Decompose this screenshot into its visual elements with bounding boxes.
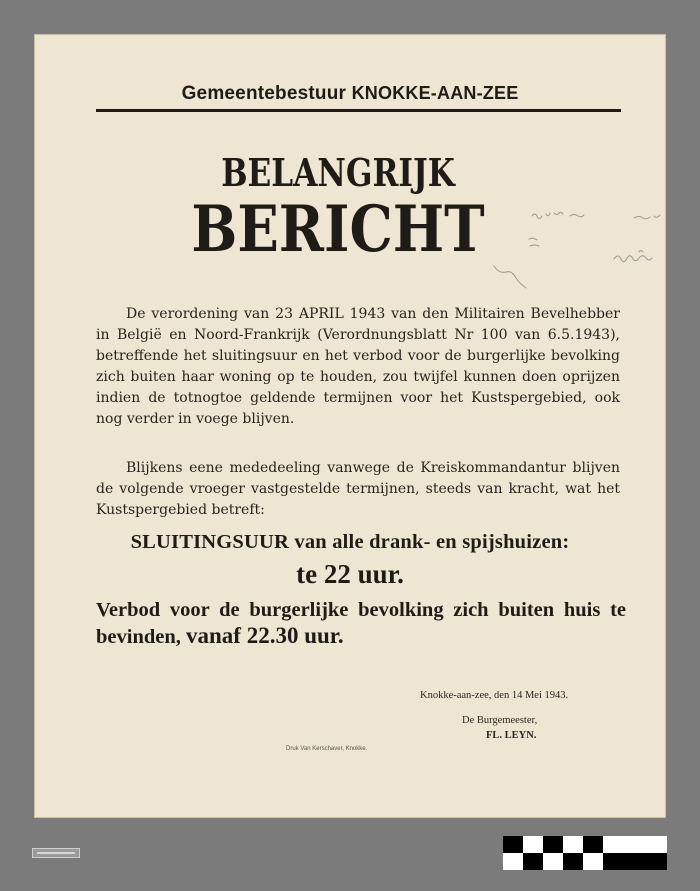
poster (34, 34, 666, 818)
handwritten-pencil-marks (474, 204, 674, 294)
header-municipality (34, 83, 666, 105)
mayor-name: FL. LEYN. (486, 730, 537, 741)
curfew-notice (96, 597, 626, 650)
closing-hour-label: SLUITINGSUUR van alle drank- en spijshuizen: (130, 531, 570, 553)
curfew-text: Verbod voor de burgerlijke bevolking zich buiten huis te bevinden, (96, 599, 626, 648)
archive-label-tag (32, 848, 80, 858)
place-date: Knokke-aan-zee, den 14 Mei 1943. (420, 690, 569, 701)
color-scale-checker (503, 836, 667, 870)
title-bericht: BERICHT (191, 192, 485, 267)
header-place: KNOKKE-AAN-ZEE (351, 83, 519, 103)
curfew-time: vanaf 22.30 uur. (186, 623, 344, 648)
mayor-title: De Burgemeester, (462, 715, 538, 726)
closing-hour-time: te 22 uur. (296, 559, 404, 589)
paragraph-ordinance: De verordening van 23 APRIL 1943 van den Militairen Bevelhebber in België en Noord-Frankrijk (Verordnungsblatt Nr 100 van 6.5.1943), betreffende het sluitingsuur en het verbod voor de burgerlijke bevolking zich buiten haar woning op te houden, zou twijfel kunnen doen oprijzen indien de totnogtoe geldende termijnen voor het Kustspergebied, ook nog verder in voege blijven. (96, 306, 620, 427)
header-org: Gemeentebestuur (181, 83, 347, 104)
printer-credit: Druk Van Kerschaver, Knokke. (286, 746, 368, 752)
title-belangrijk: BELANGRIJK (221, 150, 455, 195)
paragraph-kreiskommandantur: Blijkens eene mededeeling vanwege de Kreiskommandantur blijven de volgende vroeger vastgestelde termijnen, steeds van kracht, wat het Kustspergebied betreft: (96, 460, 620, 518)
header-rule (96, 109, 621, 112)
